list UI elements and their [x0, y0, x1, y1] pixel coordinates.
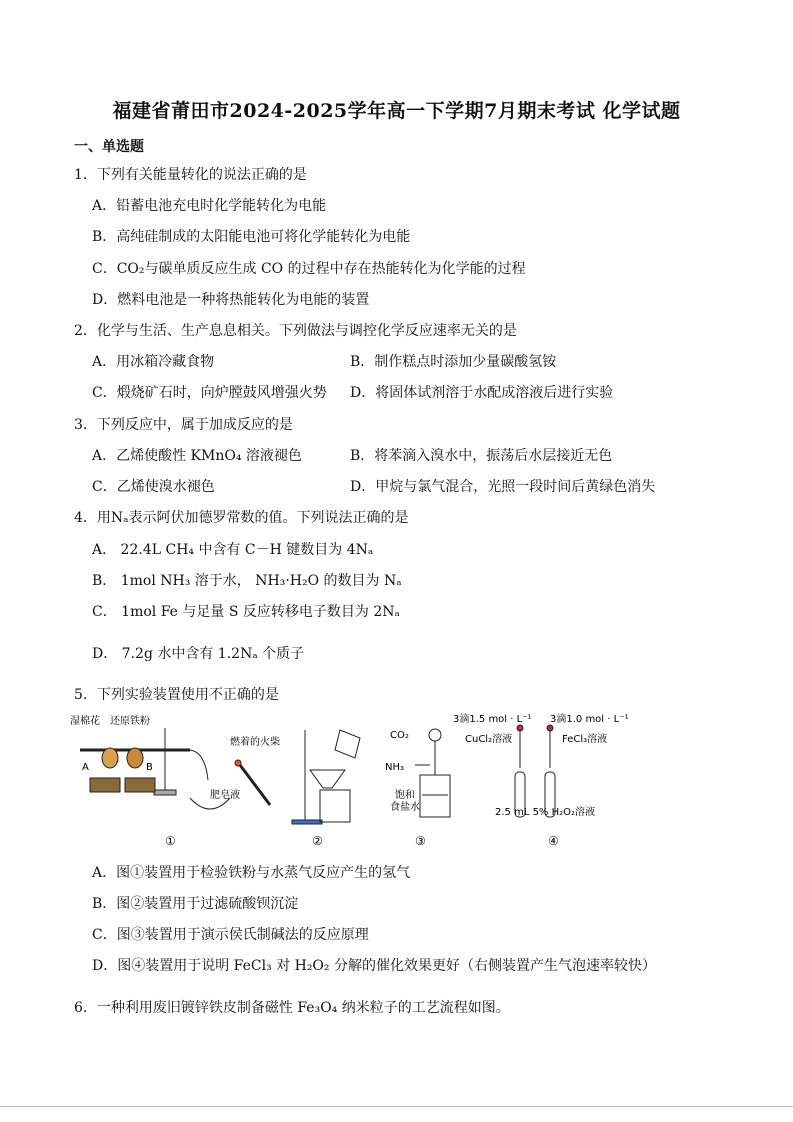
lamp-a [90, 778, 120, 792]
option-c: C．煅烧矿石时，向炉膛鼓风增强火势 [92, 385, 327, 401]
option-b: B．制作糕点时添加少量碳酸氢铵 [350, 354, 557, 370]
option-d: D．将固体试剂溶于水配成溶液后进行实验 [350, 385, 614, 401]
option-a: A．乙烯使酸性 KMnO₄ 溶液褪色 [92, 448, 302, 464]
stand-base [154, 790, 176, 795]
caption-2: ② [312, 834, 323, 848]
flame-icon [235, 760, 241, 766]
option-b: B．图②装置用于过滤硫酸钡沉淀 [92, 896, 299, 912]
splint [240, 765, 270, 805]
option-c: C．CO₂与碳单质反应生成 CO 的过程中存在热能转化为化学能的过程 [92, 261, 526, 277]
label-nh3: NH₃ [385, 762, 405, 773]
label-co2: CO₂ [390, 730, 409, 741]
option-b: B． 1mol NH₃ 溶于水， NH₃·H₂O 的数目为 Nₐ [92, 573, 402, 589]
delivery-tube [190, 750, 208, 780]
label-wet-cotton: 湿棉花 [70, 716, 100, 727]
page-title: 福建省莆田市2024-2025学年高一下学期7月期末考试 化学试题 [112, 100, 681, 122]
label-brine-2: 食盐水 [390, 802, 420, 813]
label-fecl3-2: FeCl₃溶液 [562, 734, 608, 745]
caption-1: ① [165, 834, 176, 848]
label-soap: 肥皂液 [210, 790, 240, 801]
funnel [310, 770, 345, 788]
option-d: D．甲烷与氯气混合，光照一段时间后黄绿色消失 [350, 479, 656, 495]
option-b: B．将苯滴入溴水中，振荡后水层接近无色 [350, 448, 613, 464]
label-h2o2: 2.5 mL 5% H₂O₂溶液 [495, 807, 596, 818]
caption-3: ③ [415, 834, 426, 848]
question-stem: 6．一种利用废旧镀锌铁皮制备磁性 Fe₃O₄ 纳米粒子的工艺流程如图。 [74, 1000, 510, 1016]
beaker-2 [320, 790, 350, 822]
heater-a [102, 748, 118, 768]
option-d: D． 7.2g 水中含有 1.2Nₐ 个质子 [92, 646, 305, 662]
question-stem: 2．化学与生活、生产息息相关。下列做法与调控化学反应速率无关的是 [74, 323, 517, 339]
option-d: D．燃料电池是一种将热能转化为电能的装置 [92, 292, 370, 308]
label-a: A [82, 762, 89, 773]
question-stem: 5．下列实验装置使用不正确的是 [74, 687, 279, 703]
dropper-bulb-right [547, 725, 553, 731]
gas-bottle [420, 775, 450, 817]
option-a: A．铅蓄电池充电时化学能转化为电能 [92, 198, 327, 214]
question-stem: 4．用Nₐ表示阿伏加德罗常数的值。下列说法正确的是 [74, 510, 409, 526]
label-cucl2-2: CuCl₂溶液 [465, 734, 513, 745]
apparatus-figure [70, 710, 670, 850]
section-heading: 一、单选题 [74, 139, 144, 155]
dropper-bulb-left [517, 725, 523, 731]
pouring-beaker [335, 730, 360, 758]
label-fecl3-1: 3滴1.0 mol · L⁻¹ [550, 714, 629, 725]
option-c: C． 1mol Fe 与足量 S 反应转移电子数目为 2Nₐ [92, 604, 400, 620]
page-divider [0, 1106, 793, 1107]
option-a: A．图①装置用于检验铁粉与水蒸气反应产生的氢气 [92, 865, 411, 881]
option-b: B．高纯硅制成的太阳能电池可将化学能转化为电能 [92, 229, 411, 245]
label-lit-splint: 燃着的火柴 [230, 737, 280, 748]
separatory-funnel [429, 729, 441, 741]
question-stem: 3．下列反应中，属于加成反应的是 [74, 417, 293, 433]
label-iron-powder: 还原铁粉 [110, 716, 150, 727]
label-cucl2-1: 3滴1.5 mol · L⁻¹ [453, 714, 532, 725]
option-c: C．乙烯使溴水褪色 [92, 479, 215, 495]
option-c: C．图③装置用于演示侯氏制碱法的反应原理 [92, 927, 369, 943]
apparatus-svg [70, 710, 670, 850]
option-d: D．图④装置用于说明 FeCl₃ 对 H₂O₂ 分解的催化效果更好（右侧装置产生气泡速率较快） [92, 958, 656, 974]
question-stem: 1．下列有关能量转化的说法正确的是 [74, 167, 307, 183]
label-brine-1: 饱和 [395, 790, 415, 801]
stand-base-2 [292, 820, 322, 824]
option-a: A．用冰箱冷藏食物 [92, 354, 215, 370]
caption-4: ④ [548, 834, 559, 848]
heater-b [127, 748, 143, 768]
lamp-b [125, 778, 155, 792]
label-b: B [146, 762, 153, 773]
option-a: A． 22.4L CH₄ 中含有 C－H 键数目为 4Nₐ [92, 542, 374, 558]
